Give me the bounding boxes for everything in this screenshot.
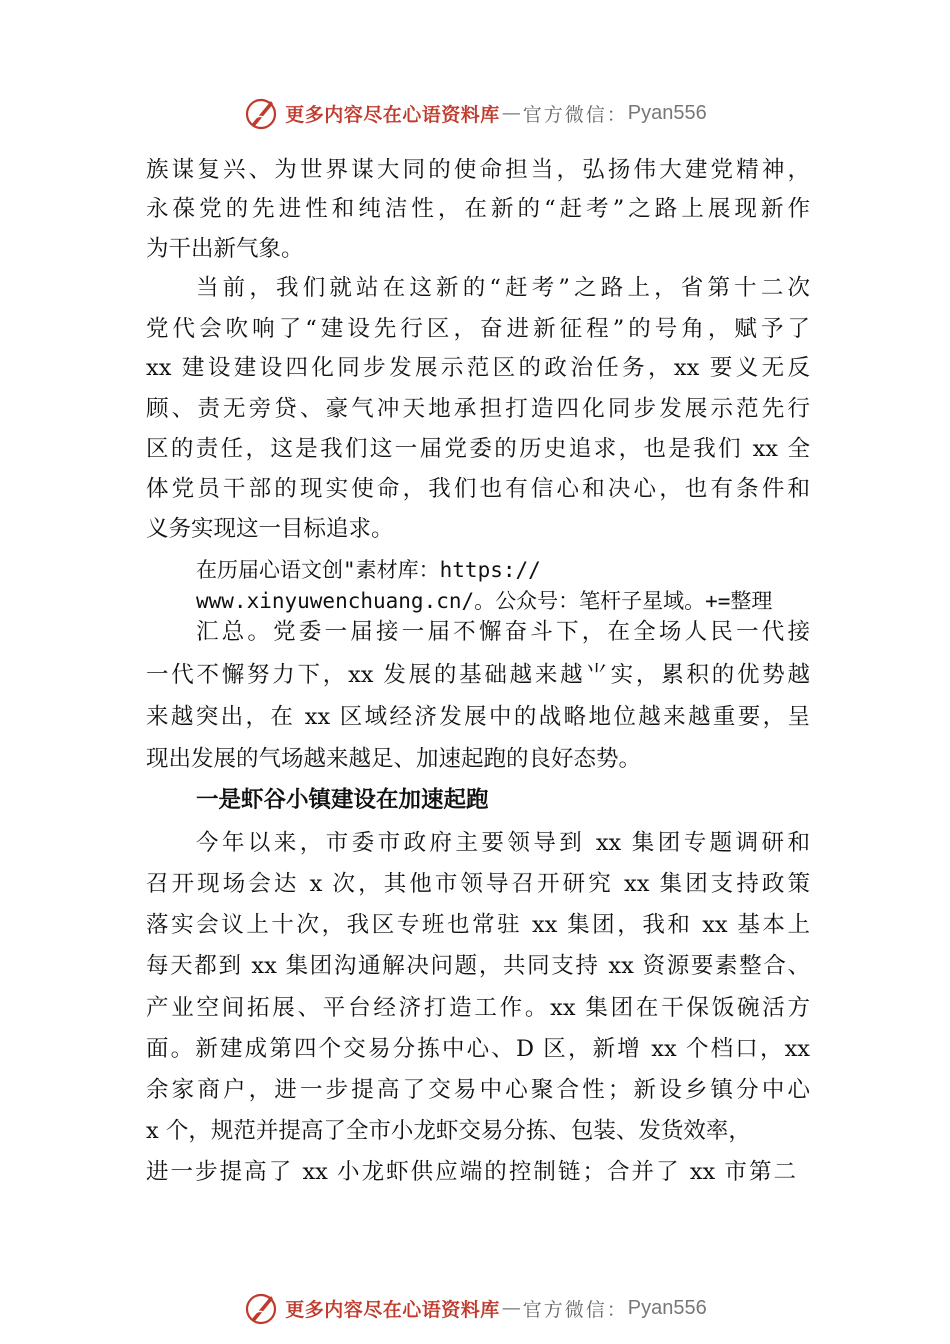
text-line: 召开现场会达 x 次，其他市领导召开研究 xx 集团支持政策 — [146, 871, 810, 897]
text-line: 现出发展的气场越来越足、加速起跑的良好态势。 — [146, 746, 642, 772]
text-line: 义务实现这一目标追求。 — [146, 516, 394, 542]
footer-banner — [0, 1288, 950, 1328]
text-line: 族谋复兴、为世界谋大同的使命担当，弘扬伟大建党精神， — [146, 157, 810, 183]
section-heading: 一是虾谷小镇建设在加速起跑 — [196, 787, 489, 813]
banner-prefix: 更多内容尽在心语资料库 — [285, 103, 500, 126]
text-line: 汇总。党委一届接一届不懈奋斗下，在全场人民一代接 — [196, 619, 810, 645]
banner-wechat-id: Pyan556 — [627, 101, 707, 124]
text-line: xx 建设建设四化同步发展示范区的政治任务，xx 要义无反 — [146, 355, 810, 381]
text-line: www.xinyuwenchuang.cn/。公众号：笔杆子星域。+=整理 — [196, 589, 773, 613]
quill-pen-seal-icon — [243, 95, 279, 131]
text-line: 今年以来，市委市政府主要领导到 xx 集团专题调研和 — [196, 830, 810, 856]
text-line: 顾、责无旁贷、豪气冲天地承担打造四化同步发展示范先行 — [146, 396, 810, 422]
text-line: 来越突出，在 xx 区域经济发展中的战略地位越来越重要，呈 — [146, 704, 810, 730]
banner-wechat-label: 官方微信： — [522, 1298, 628, 1321]
text-line: 永葆党的先进性和纯洁性，在新的“赶考”之路上展现新作 — [146, 196, 810, 222]
text-line: 进一步提高了 xx 小龙虾供应端的控制链；合并了 xx 市第二 — [146, 1159, 796, 1185]
text-line: 党代会吹响了“建设先行区，奋进新征程”的号角，赋予了 — [146, 316, 810, 342]
text-line: 落实会议上十次，我区专班也常驻 xx 集团，我和 xx 基本上 — [146, 912, 810, 938]
text-line: 余家商户，进一步提高了交易中心聚合性；新设乡镇分中心 — [146, 1077, 810, 1103]
quill-pen-seal-icon — [243, 1290, 279, 1326]
text-line: 产业空间拓展、平台经济打造工作。xx 集团在干保饭碗活方 — [146, 995, 810, 1021]
banner-wechat-id: Pyan556 — [627, 1296, 707, 1319]
text-line: 面。新建成第四个交易分拣中心、D 区，新增 xx 个档口，xx — [146, 1036, 810, 1062]
text-line: 一代不懈努力下，xx 发展的基础越来越⺌实，累积的优势越 — [146, 662, 810, 688]
text-line: 体党员干部的现实使命，我们也有信心和决心，也有条件和 — [146, 476, 810, 502]
text-line: 区的责任，这是我们这一届党委的历史追求，也是我们 xx 全 — [146, 436, 810, 462]
banner-separator: — — [501, 1297, 521, 1319]
text-line: 每天都到 xx 集团沟通解决问题，共同支持 xx 资源要素整合、 — [146, 953, 810, 979]
banner-wechat-label: 官方微信： — [522, 103, 628, 126]
banner-separator: — — [501, 102, 521, 124]
text-line: x 个，规范并提高了全市小龙虾交易分拣、包装、发货效率， — [146, 1118, 751, 1144]
text-line: 在历届心语文创"素材库：https:// — [196, 558, 541, 582]
header-banner — [0, 93, 950, 133]
text-line: 当前，我们就站在这新的“赶考”之路上，省第十二次 — [196, 275, 810, 301]
banner-prefix: 更多内容尽在心语资料库 — [285, 1298, 500, 1321]
text-line: 为干出新气象。 — [146, 236, 304, 262]
